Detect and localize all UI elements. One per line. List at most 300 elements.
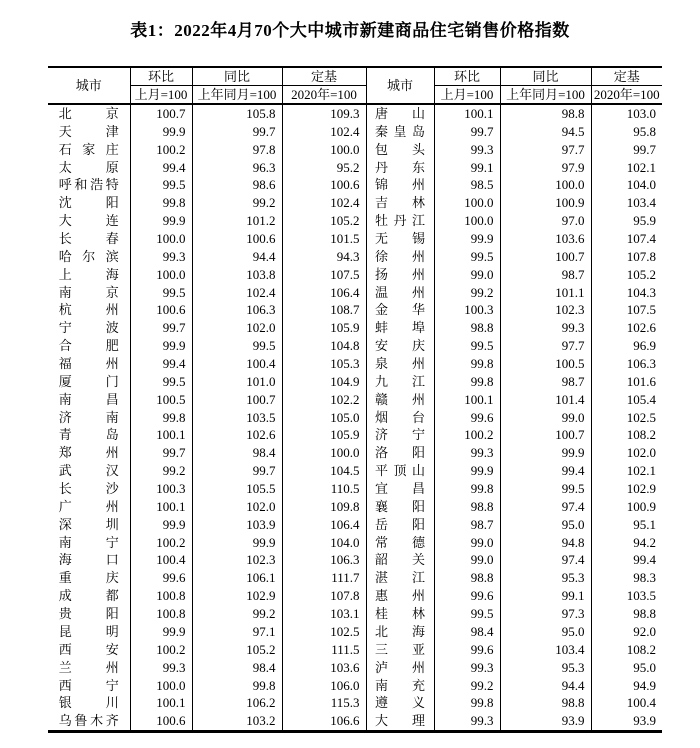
city-name: 昆 明 [58, 623, 119, 639]
mom-value-left: 100.1 [130, 498, 192, 516]
yoy-value-left: 101.0 [192, 373, 282, 391]
city-name: 成 都 [58, 588, 119, 604]
col-subheader-mom-base-left: 上月=100 [130, 86, 192, 105]
city-name: 大 连 [58, 213, 119, 229]
city-cell-right [366, 319, 434, 337]
city-name: 石 家 庄 [58, 141, 119, 157]
fixed-base-value-right: 105.2 [591, 266, 662, 284]
city-name: 大 理 [375, 713, 425, 729]
city-cell-right [366, 266, 434, 284]
city-cell-right [366, 641, 434, 659]
fixed-base-value-left: 105.0 [282, 409, 366, 427]
city-name: 南 京 [58, 284, 119, 300]
city-name: 深 圳 [58, 516, 119, 532]
table-row [48, 248, 662, 266]
mom-value-right: 99.5 [434, 248, 500, 266]
city-cell-left [48, 498, 130, 516]
table-row [48, 141, 662, 159]
mom-value-left: 99.3 [130, 248, 192, 266]
col-subheader-yoy-base-left: 上年同月=100 [192, 86, 282, 105]
city-cell-right [366, 194, 434, 212]
mom-value-right: 99.2 [434, 284, 500, 302]
yoy-value-right: 94.8 [500, 534, 591, 552]
mom-value-right: 99.8 [434, 694, 500, 712]
table-row [48, 104, 662, 123]
fixed-base-value-left: 103.6 [282, 659, 366, 677]
mom-value-right: 99.8 [434, 355, 500, 373]
city-name: 长 沙 [58, 481, 119, 497]
yoy-value-left: 105.8 [192, 104, 282, 123]
fixed-base-value-right: 108.2 [591, 426, 662, 444]
yoy-value-left: 102.3 [192, 551, 282, 569]
mom-value-right: 99.6 [434, 641, 500, 659]
yoy-value-right: 103.6 [500, 230, 591, 248]
mom-value-left: 99.5 [130, 373, 192, 391]
yoy-value-right: 97.0 [500, 212, 591, 230]
yoy-value-right: 103.4 [500, 641, 591, 659]
city-name: 北 京 [58, 106, 119, 121]
mom-value-right: 99.8 [434, 480, 500, 498]
mom-value-left: 99.5 [130, 284, 192, 302]
table-header [48, 67, 662, 104]
fixed-base-value-left: 107.5 [282, 266, 366, 284]
yoy-value-right: 100.7 [500, 426, 591, 444]
city-cell-left [48, 141, 130, 159]
mom-value-right: 98.8 [434, 569, 500, 587]
city-name: 合 肥 [58, 338, 119, 354]
city-cell-right [366, 391, 434, 409]
city-name: 韶 关 [375, 552, 425, 568]
city-name: 温 州 [375, 284, 425, 300]
mom-value-left: 99.2 [130, 462, 192, 480]
city-cell-right [366, 176, 434, 194]
city-name: 海 口 [58, 552, 119, 568]
city-cell-left [48, 337, 130, 355]
city-cell-left [48, 534, 130, 552]
fixed-base-value-left: 104.9 [282, 373, 366, 391]
mom-value-left: 99.9 [130, 212, 192, 230]
city-cell-right [366, 230, 434, 248]
fixed-base-value-left: 105.9 [282, 426, 366, 444]
yoy-value-right: 99.9 [500, 444, 591, 462]
fixed-base-value-left: 95.2 [282, 159, 366, 177]
yoy-value-right: 98.8 [500, 104, 591, 123]
col-header-mom-right: 环比 [434, 67, 500, 86]
mom-value-right: 100.1 [434, 391, 500, 409]
fixed-base-value-right: 108.2 [591, 641, 662, 659]
fixed-base-value-right: 103.0 [591, 104, 662, 123]
yoy-value-left: 99.7 [192, 462, 282, 480]
yoy-value-left: 105.5 [192, 480, 282, 498]
city-cell-left [48, 569, 130, 587]
mom-value-right: 100.3 [434, 301, 500, 319]
fixed-base-value-right: 98.8 [591, 605, 662, 623]
table-row [48, 337, 662, 355]
city-cell-right [366, 337, 434, 355]
mom-value-left: 99.6 [130, 569, 192, 587]
city-cell-right [366, 104, 434, 123]
city-cell-right [366, 569, 434, 587]
fixed-base-value-right: 96.9 [591, 337, 662, 355]
yoy-value-left: 99.7 [192, 123, 282, 141]
fixed-base-value-right: 92.0 [591, 623, 662, 641]
fixed-base-value-left: 106.3 [282, 551, 366, 569]
fixed-base-value-left: 109.8 [282, 498, 366, 516]
table-row [48, 355, 662, 373]
yoy-value-left: 103.8 [192, 266, 282, 284]
table-row [48, 123, 662, 141]
yoy-value-right: 97.3 [500, 605, 591, 623]
table-title: 表1：2022年4月70个大中城市新建商品住宅销售价格指数 [130, 21, 570, 40]
mom-value-left: 100.0 [130, 266, 192, 284]
fixed-base-value-right: 103.4 [591, 194, 662, 212]
yoy-value-right: 100.9 [500, 194, 591, 212]
city-cell-right [366, 462, 434, 480]
price-index-table [48, 66, 662, 733]
fixed-base-value-left: 106.4 [282, 516, 366, 534]
table-row [48, 605, 662, 623]
city-name: 太 原 [58, 159, 119, 175]
city-cell-right [366, 248, 434, 266]
yoy-value-left: 98.6 [192, 176, 282, 194]
city-cell-right [366, 301, 434, 319]
city-cell-left [48, 123, 130, 141]
yoy-value-left: 100.7 [192, 391, 282, 409]
yoy-value-right: 97.7 [500, 337, 591, 355]
fixed-base-value-left: 106.0 [282, 677, 366, 695]
yoy-value-left: 100.6 [192, 230, 282, 248]
fixed-base-value-left: 100.0 [282, 444, 366, 462]
yoy-value-right: 95.3 [500, 569, 591, 587]
mom-value-right: 99.5 [434, 605, 500, 623]
yoy-value-left: 97.8 [192, 141, 282, 159]
city-name: 九 江 [375, 373, 425, 389]
mom-value-right: 99.7 [434, 123, 500, 141]
city-name: 杭 州 [58, 302, 119, 318]
city-name: 扬 州 [375, 266, 425, 282]
yoy-value-right: 101.4 [500, 391, 591, 409]
mom-value-left: 99.9 [130, 516, 192, 534]
fixed-base-value-right: 95.9 [591, 212, 662, 230]
yoy-value-left: 97.1 [192, 623, 282, 641]
fixed-base-value-right: 94.2 [591, 534, 662, 552]
city-name: 平 顶 山 [375, 463, 425, 479]
mom-value-right: 98.7 [434, 516, 500, 534]
city-name: 重 庆 [58, 570, 119, 586]
yoy-value-left: 103.5 [192, 409, 282, 427]
fixed-base-value-right: 104.3 [591, 284, 662, 302]
city-cell-left [48, 284, 130, 302]
mom-value-left: 100.5 [130, 391, 192, 409]
table-row [48, 319, 662, 337]
fixed-base-value-left: 107.8 [282, 587, 366, 605]
mom-value-right: 99.6 [434, 587, 500, 605]
city-cell-left [48, 391, 130, 409]
city-name: 乌 鲁 木 齐 [58, 713, 119, 729]
city-cell-right [366, 551, 434, 569]
table-row [48, 534, 662, 552]
mom-value-left: 100.6 [130, 712, 192, 731]
yoy-value-left: 102.6 [192, 426, 282, 444]
mom-value-left: 99.9 [130, 123, 192, 141]
fixed-base-value-right: 107.8 [591, 248, 662, 266]
city-cell-left [48, 212, 130, 230]
table-row [48, 677, 662, 695]
city-name: 西 宁 [58, 677, 119, 693]
fixed-base-value-right: 106.3 [591, 355, 662, 373]
city-name: 唐 山 [375, 106, 425, 121]
table-row [48, 409, 662, 427]
fixed-base-value-left: 105.9 [282, 319, 366, 337]
mom-value-right: 98.5 [434, 176, 500, 194]
fixed-base-value-left: 111.5 [282, 641, 366, 659]
yoy-value-right: 100.5 [500, 355, 591, 373]
yoy-value-right: 93.9 [500, 712, 591, 731]
mom-value-right: 99.6 [434, 409, 500, 427]
mom-value-right: 99.2 [434, 677, 500, 695]
yoy-value-right: 98.8 [500, 694, 591, 712]
fixed-base-value-left: 100.6 [282, 176, 366, 194]
city-name: 宜 昌 [375, 481, 425, 497]
city-cell-left [48, 516, 130, 534]
city-name: 包 头 [375, 141, 425, 157]
city-cell-left [48, 104, 130, 123]
col-header-yoy-left: 同比 [192, 67, 282, 86]
yoy-value-right: 95.3 [500, 659, 591, 677]
city-cell-left [48, 176, 130, 194]
table-body [48, 104, 662, 732]
table-row [48, 230, 662, 248]
table-row [48, 587, 662, 605]
yoy-value-left: 101.2 [192, 212, 282, 230]
mom-value-left: 99.3 [130, 659, 192, 677]
city-cell-right [366, 587, 434, 605]
mom-value-right: 99.0 [434, 534, 500, 552]
table-row [48, 284, 662, 302]
header-row-group [48, 67, 662, 86]
yoy-value-left: 99.5 [192, 337, 282, 355]
city-cell-right [366, 534, 434, 552]
table-row [48, 641, 662, 659]
city-cell-right [366, 159, 434, 177]
city-cell-left [48, 694, 130, 712]
col-header-fixed-left: 定基 [282, 67, 366, 86]
col-header-fixed-right: 定基 [591, 67, 662, 86]
yoy-value-right: 98.7 [500, 266, 591, 284]
yoy-value-right: 99.4 [500, 462, 591, 480]
fixed-base-value-right: 103.5 [591, 587, 662, 605]
fixed-base-value-right: 95.0 [591, 659, 662, 677]
fixed-base-value-left: 102.5 [282, 623, 366, 641]
mom-value-right: 100.2 [434, 426, 500, 444]
table-row [48, 462, 662, 480]
mom-value-right: 98.8 [434, 319, 500, 337]
mom-value-left: 100.2 [130, 534, 192, 552]
city-name: 济 南 [58, 409, 119, 425]
city-cell-right [366, 712, 434, 731]
city-name: 徐 州 [375, 248, 425, 264]
city-name: 烟 台 [375, 409, 425, 425]
fixed-base-value-right: 101.6 [591, 373, 662, 391]
city-cell-left [48, 712, 130, 731]
yoy-value-right: 95.0 [500, 516, 591, 534]
city-name: 丹 东 [375, 159, 425, 175]
mom-value-left: 100.4 [130, 551, 192, 569]
mom-value-left: 100.0 [130, 677, 192, 695]
city-name: 湛 江 [375, 570, 425, 586]
mom-value-left: 100.8 [130, 587, 192, 605]
mom-value-right: 99.3 [434, 141, 500, 159]
mom-value-left: 99.4 [130, 159, 192, 177]
yoy-value-left: 98.4 [192, 659, 282, 677]
yoy-value-right: 97.7 [500, 141, 591, 159]
city-cell-right [366, 623, 434, 641]
yoy-value-left: 102.4 [192, 284, 282, 302]
yoy-value-left: 99.2 [192, 605, 282, 623]
city-name: 遵 义 [375, 695, 425, 711]
city-cell-left [48, 462, 130, 480]
city-cell-left [48, 409, 130, 427]
yoy-value-left: 102.0 [192, 319, 282, 337]
city-name: 牡 丹 江 [375, 213, 425, 229]
fixed-base-value-left: 102.4 [282, 194, 366, 212]
yoy-value-right: 99.1 [500, 587, 591, 605]
yoy-value-right: 98.7 [500, 373, 591, 391]
fixed-base-value-right: 100.9 [591, 498, 662, 516]
yoy-value-left: 102.0 [192, 498, 282, 516]
col-subheader-fixed-base-left: 2020年=100 [282, 86, 366, 105]
table-row [48, 159, 662, 177]
city-name: 吉 林 [375, 195, 425, 211]
col-header-city-right: 城市 [366, 67, 434, 104]
yoy-value-right: 94.5 [500, 123, 591, 141]
city-cell-right [366, 355, 434, 373]
city-name: 福 州 [58, 356, 119, 372]
city-name: 厦 门 [58, 373, 119, 389]
col-header-yoy-right: 同比 [500, 67, 591, 86]
mom-value-right: 99.8 [434, 373, 500, 391]
table-row [48, 194, 662, 212]
mom-value-right: 99.3 [434, 712, 500, 731]
fixed-base-value-right: 105.4 [591, 391, 662, 409]
fixed-base-value-left: 101.5 [282, 230, 366, 248]
mom-value-right: 99.9 [434, 230, 500, 248]
yoy-value-left: 103.9 [192, 516, 282, 534]
mom-value-left: 100.6 [130, 301, 192, 319]
yoy-value-left: 94.4 [192, 248, 282, 266]
mom-value-left: 99.7 [130, 444, 192, 462]
table-row [48, 426, 662, 444]
fixed-base-value-right: 95.1 [591, 516, 662, 534]
city-name: 长 春 [58, 231, 119, 247]
mom-value-left: 100.1 [130, 694, 192, 712]
mom-value-right: 98.8 [434, 498, 500, 516]
col-subheader-mom-base-right: 上月=100 [434, 86, 500, 105]
city-cell-right [366, 444, 434, 462]
mom-value-left: 99.7 [130, 319, 192, 337]
table-row [48, 444, 662, 462]
city-name: 南 宁 [58, 534, 119, 550]
yoy-value-right: 99.0 [500, 409, 591, 427]
fixed-base-value-right: 95.8 [591, 123, 662, 141]
table-row [48, 551, 662, 569]
table-row [48, 301, 662, 319]
mom-value-right: 100.0 [434, 194, 500, 212]
city-name: 沈 阳 [58, 195, 119, 211]
city-cell-left [48, 659, 130, 677]
city-cell-left [48, 194, 130, 212]
table-row [48, 266, 662, 284]
mom-value-left: 99.9 [130, 623, 192, 641]
city-name: 襄 阳 [375, 498, 425, 514]
table-row [48, 373, 662, 391]
yoy-value-left: 98.4 [192, 444, 282, 462]
city-cell-right [366, 409, 434, 427]
table-row [48, 712, 662, 731]
mom-value-left: 100.3 [130, 480, 192, 498]
city-cell-left [48, 159, 130, 177]
city-cell-left [48, 319, 130, 337]
yoy-value-right: 97.4 [500, 551, 591, 569]
city-name: 岳 阳 [375, 516, 425, 532]
fixed-base-value-left: 105.2 [282, 212, 366, 230]
fixed-base-value-right: 102.1 [591, 159, 662, 177]
fixed-base-value-left: 94.3 [282, 248, 366, 266]
city-name: 南 昌 [58, 391, 119, 407]
yoy-value-right: 95.0 [500, 623, 591, 641]
fixed-base-value-right: 107.4 [591, 230, 662, 248]
header-row-base [48, 86, 662, 105]
yoy-value-right: 94.4 [500, 677, 591, 695]
mom-value-left: 100.1 [130, 426, 192, 444]
city-name: 济 宁 [375, 427, 425, 443]
fixed-base-value-left: 111.7 [282, 569, 366, 587]
fixed-base-value-right: 102.6 [591, 319, 662, 337]
city-cell-left [48, 355, 130, 373]
city-name: 广 州 [58, 498, 119, 514]
yoy-value-right: 97.9 [500, 159, 591, 177]
city-name: 常 德 [375, 534, 425, 550]
fixed-base-value-right: 94.9 [591, 677, 662, 695]
yoy-value-right: 100.0 [500, 176, 591, 194]
mom-value-left: 99.9 [130, 337, 192, 355]
city-name: 银 川 [58, 695, 119, 711]
yoy-value-left: 106.3 [192, 301, 282, 319]
city-name: 南 充 [375, 677, 425, 693]
city-name: 宁 波 [58, 320, 119, 336]
mom-value-right: 100.1 [434, 104, 500, 123]
city-cell-right [366, 284, 434, 302]
city-cell-right [366, 498, 434, 516]
table-row [48, 569, 662, 587]
city-cell-left [48, 248, 130, 266]
fixed-base-value-left: 109.3 [282, 104, 366, 123]
city-cell-right [366, 605, 434, 623]
city-name: 泉 州 [375, 356, 425, 372]
city-cell-right [366, 694, 434, 712]
city-name: 蚌 埠 [375, 320, 425, 336]
city-cell-left [48, 444, 130, 462]
city-cell-left [48, 230, 130, 248]
table-row [48, 516, 662, 534]
city-cell-left [48, 605, 130, 623]
city-name: 武 汉 [58, 463, 119, 479]
city-cell-right [366, 426, 434, 444]
mom-value-right: 99.0 [434, 266, 500, 284]
city-cell-right [366, 516, 434, 534]
city-cell-right [366, 212, 434, 230]
yoy-value-right: 100.7 [500, 248, 591, 266]
